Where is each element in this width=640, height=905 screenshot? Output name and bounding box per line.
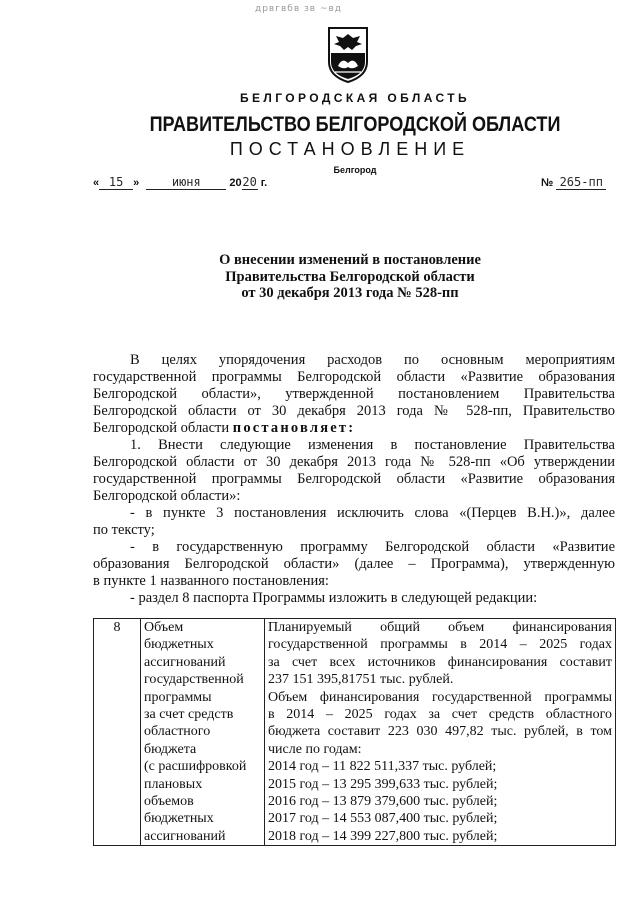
paragraph-line: Белгородской области от 30 декабря 2013 года № 528-пп, Правительство [93, 403, 615, 419]
region-name: БЕЛГОРОДСКАЯ ОБЛАСТЬ [240, 91, 470, 105]
paragraph-line: - раздел 8 паспорта Программы изложить в следующей редакции: [130, 590, 538, 606]
table-row [94, 619, 616, 846]
passport-table [93, 618, 616, 846]
row-number: 8 [94, 619, 141, 846]
document-body [93, 352, 615, 607]
row-value: Планируемый общий объем финансирования государственной программы в 2014 – 2025 годах за счет всех источников финансирования составит 237 151 395,81751 тыс. рублей. Объем финансирования государственной программы в 2014 – 2025 годах за счет средств областного бюджета составит 223 030 497,82 тыс. рублей, в том числе по годам: 2014 год – 11 822 511,337 тыс. рублей; 2015 год – 13 295 399,633 тыс. рублей; 2016 год – 13 879 379,600 тыс. рублей; 2017 год – 14 553 087,400 тыс. рублей; 2018 год – 14 399 227,800 тыс. рублей; [265, 619, 616, 846]
city-name: Белгород [333, 165, 377, 175]
paragraph-line: - в государственную программу Белгородской области «Развитие [130, 539, 615, 555]
paragraph-line: Белгородской области постановляет: [93, 420, 356, 436]
paragraph-line: государственной программы Белгородской области «Развитие образования [93, 471, 615, 487]
paragraph-line: Белгородской области от 30 декабря 2013 года № 528-пп «Об утверждении [93, 454, 615, 470]
number-value: 265-пп [556, 175, 606, 190]
paragraph-line: 1. Внести следующие изменения в постановление Правительства [130, 437, 615, 453]
paragraph-line: государственной программы Белгородской области «Развитие образования [93, 369, 615, 385]
paragraph-line: В целях упорядочения расходов по основным мероприятиям [130, 352, 615, 368]
paragraph-line: по тексту; [93, 522, 155, 538]
document-number: № 265-пп [541, 175, 606, 190]
government-name: ПРАВИТЕЛЬСТВО БЕЛГОРОДСКОЙ ОБЛАСТИ [149, 113, 561, 136]
row-label: Объем бюджетных ассигнований государственной программы за счет средств областного бюджета (с расшифровкой плановых объемов бюджетных ассигнований [141, 619, 265, 846]
paragraph-line: образования Белгородской области» (далее – Программа), утвержденную [93, 556, 615, 572]
paragraph-line: в пункте 1 названного постановления: [93, 573, 329, 589]
coat-of-arms-icon [326, 26, 370, 84]
decree-word: постановляет: [232, 420, 356, 436]
date-day: 15 [99, 175, 133, 190]
document-type: ПОСТАНОВЛЕНИЕ [229, 139, 471, 159]
date-month: июня [146, 175, 226, 190]
scan-marks: дрвгвбв зв ~вд [255, 4, 343, 14]
document-title: О внесении изменений в постановление Правительства Белгородской области от 30 декабря 2013 года № 528-пп [219, 252, 481, 301]
paragraph-line: Белгородской области», утвержденной постановлением Правительства [93, 386, 615, 402]
paragraph-line: - в пункте 3 постановления исключить слова «(Перцев В.Н.)», далее [130, 505, 615, 521]
paragraph-line: Белгородской области»: [93, 488, 241, 504]
date-year: 20 [242, 175, 257, 189]
document-date: « 15 » июня 2020 г. [93, 175, 268, 189]
